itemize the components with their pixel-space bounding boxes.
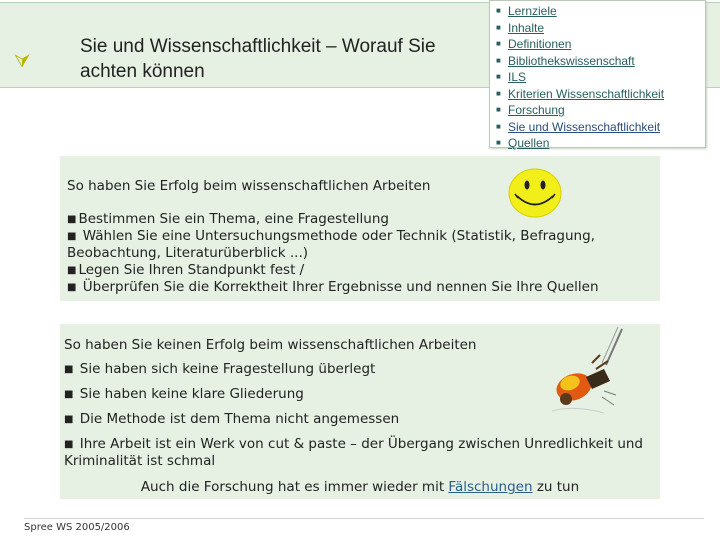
nav-link[interactable]: Kriterien Wissenschaftlichkeit — [508, 86, 665, 101]
bullet-icon: ■ — [496, 72, 501, 81]
bullet-icon: ■ — [496, 39, 501, 48]
closing-line: Auch die Forschung hat es immer wieder mit Fälschungen zu tun — [140, 479, 580, 495]
nav-link[interactable]: ILS — [508, 70, 527, 84]
page-title: Sie und Wissenschaftlichkeit – Worauf Sie achten können — [80, 36, 436, 82]
smiley-icon — [506, 163, 564, 221]
list-item: ■ Wählen Sie eine Untersuchungsmethode oder Technik (Statistik, Befragung, Beobachtung, Literaturüberblick ...) — [67, 228, 595, 261]
list-item: ■ Bestimmen Sie ein Thema, eine Fragestellung — [67, 211, 389, 227]
nav-item-kriterien-wissenschaftlichkeit[interactable] — [496, 86, 705, 103]
footer-divider — [24, 518, 704, 519]
bullet-icon: ■ — [496, 22, 501, 32]
nav-link[interactable]: Bibliothekswissenschaft — [508, 53, 635, 68]
success-list — [67, 211, 657, 296]
navigation-list — [496, 3, 705, 152]
list-item: ■ Überprüfen Sie die Korrektheit Ihrer Ergebnisse und nennen Sie Ihre Quellen — [67, 279, 599, 295]
nav-item-inhalte[interactable] — [496, 20, 705, 37]
list-item: ■ Sie haben keine klare Gliederung — [64, 386, 304, 402]
nav-item-definitionen[interactable] — [496, 36, 705, 53]
bullet-icon: ■ — [496, 55, 501, 65]
nav-link[interactable]: Sie und Wissenschaftlichkeit — [508, 119, 661, 134]
success-heading: So haben Sie Erfolg beim wissenschaftlichen Arbeiten — [67, 178, 431, 194]
nav-link[interactable]: Quellen — [508, 136, 550, 150]
list-item: ■ Ihre Arbeit ist ein Werk von cut & paste – der Übergang zwischen Unredlichkeit und Kriminalität ist schmal — [64, 436, 644, 469]
footer-text: Spree WS 2005/2006 — [24, 522, 130, 533]
nav-item-sie-und-wissenschaftlichkeit[interactable] — [496, 119, 705, 136]
nav-link[interactable]: Forschung — [508, 103, 565, 117]
fallen-figure-icon — [544, 325, 628, 417]
nav-item-quellen[interactable] — [496, 135, 705, 152]
nav-item-forschung[interactable] — [496, 102, 705, 119]
list-item: ■ Legen Sie Ihren Standpunkt fest / — [67, 262, 305, 278]
list-item: ■ Sie haben sich keine Fragestellung überlegt — [64, 361, 376, 377]
nav-item-ils[interactable] — [496, 69, 705, 86]
navigation-menu — [489, 0, 706, 148]
bullet-icon: ■ — [496, 88, 501, 98]
nav-link[interactable]: Definitionen — [508, 37, 572, 51]
nav-link[interactable]: Inhalte — [508, 20, 545, 35]
nav-item-bibliothekswissenschaft[interactable] — [496, 53, 705, 70]
failure-heading: So haben Sie keinen Erfolg beim wissenschaftlichen Arbeiten — [64, 337, 477, 353]
checkmark-icon: ⮛ — [14, 50, 31, 72]
faelschungen-link[interactable]: Fälschungen — [448, 479, 533, 495]
list-item: ■ Die Methode ist dem Thema nicht angemessen — [64, 411, 400, 427]
nav-link[interactable]: Lernziele — [508, 4, 557, 18]
bullet-icon: ■ — [496, 138, 501, 147]
bullet-icon: ■ — [496, 6, 501, 15]
bullet-icon: ■ — [496, 121, 501, 131]
nav-item-lernziele[interactable] — [496, 3, 705, 20]
bullet-icon: ■ — [496, 105, 501, 114]
